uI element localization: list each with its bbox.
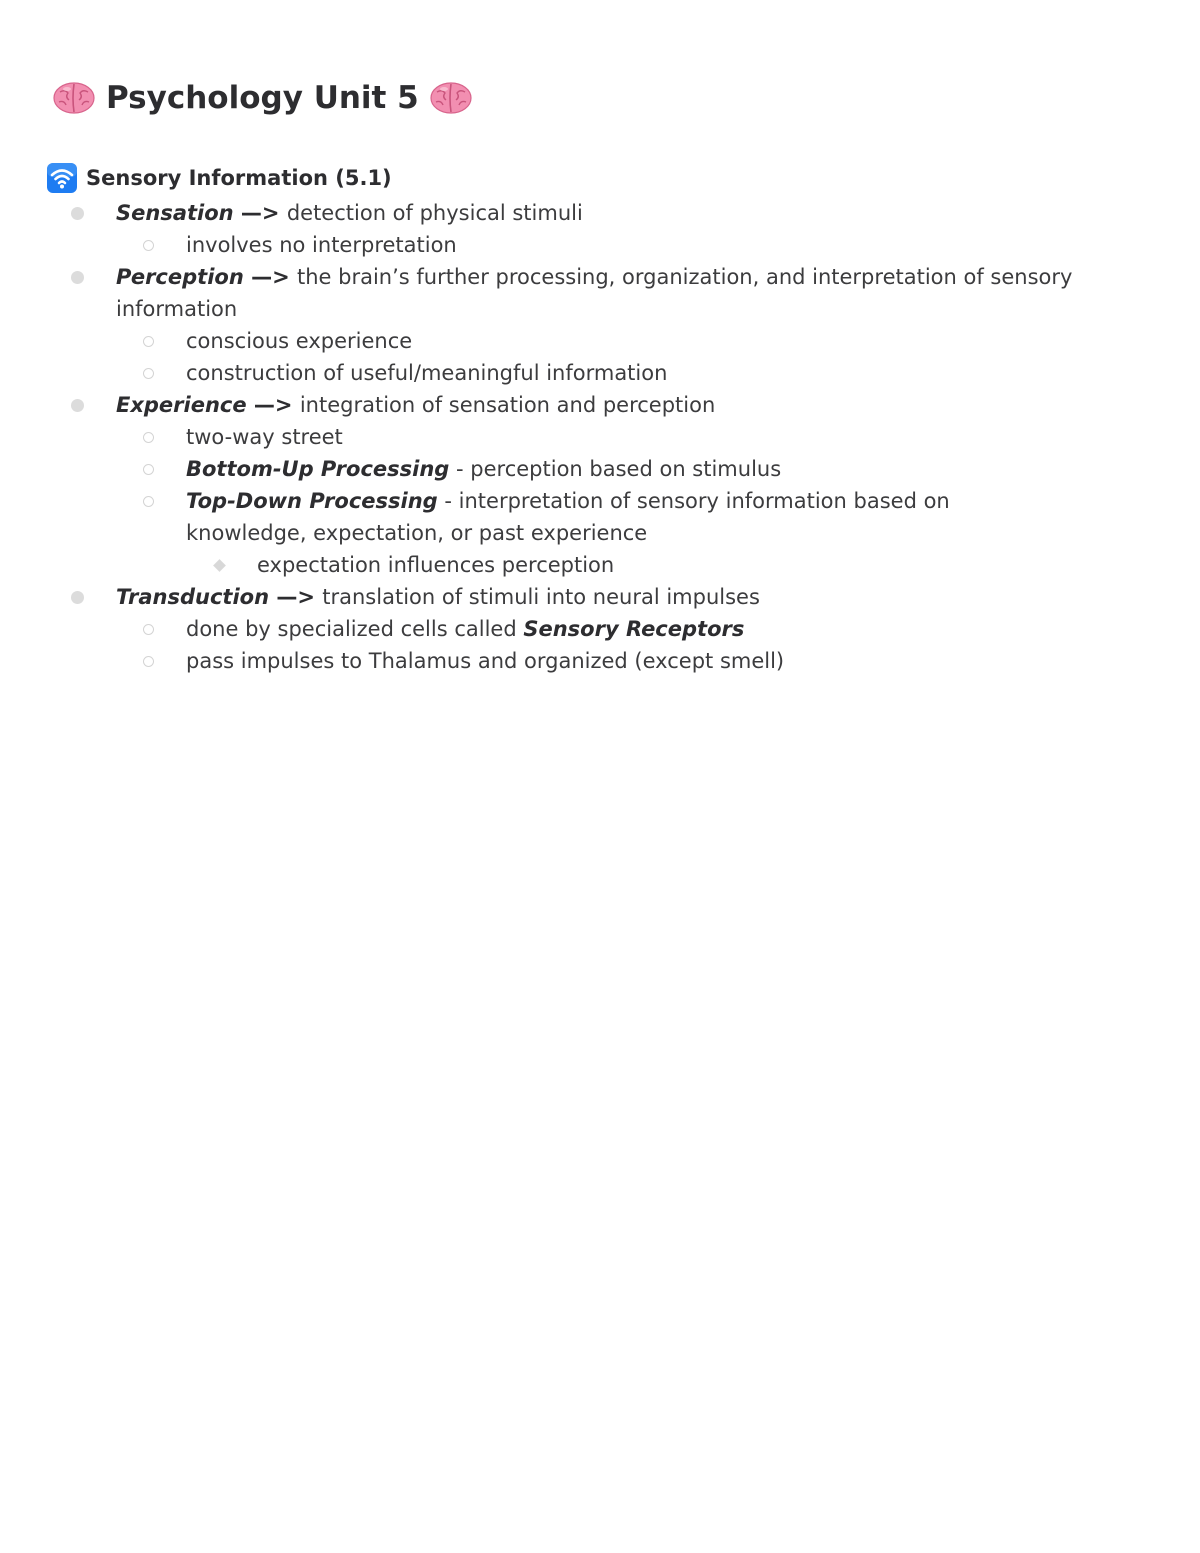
bullet-icon: [71, 399, 84, 412]
arrow: —>: [243, 265, 297, 289]
term-transduction: Transduction: [116, 585, 270, 609]
section-heading-text: Sensory Information (5.1): [86, 166, 392, 190]
subitem-text: done by specialized cells called: [186, 617, 524, 641]
definition: translation of stimuli into neural impulses: [322, 585, 760, 609]
circle-bullet-icon: [143, 624, 154, 635]
wifi-signal-icon: [46, 162, 78, 194]
list-subitem: [0, 325, 1200, 357]
subitem-text: construction of useful/meaningful information: [186, 361, 668, 385]
document-title: [52, 76, 473, 120]
separator: -: [437, 489, 459, 513]
definition: perception based on stimulus: [470, 457, 782, 481]
separator: -: [449, 457, 471, 481]
brain-icon: [429, 80, 473, 116]
bullet-icon: [71, 271, 84, 284]
term-top-down-processing: Top-Down Processing: [186, 489, 438, 513]
term-perception: Perception: [116, 265, 244, 289]
term-bottom-up-processing: Bottom-Up Processing: [186, 457, 450, 481]
subitem-text: conscious experience: [186, 329, 413, 353]
notes-outline: [0, 197, 1200, 677]
arrow: —>: [233, 201, 287, 225]
brain-icon: [52, 80, 96, 116]
subitem-text: involves no interpretation: [186, 233, 457, 257]
list-item-sensation: [0, 197, 1200, 229]
definition: interpretation of sensory information based on knowledge, expectation, or past experience: [186, 489, 950, 545]
arrow: —>: [269, 585, 323, 609]
list-subitem: [0, 357, 1200, 389]
title-text: Psychology Unit 5: [106, 80, 419, 116]
list-subitem: [0, 421, 1200, 453]
circle-bullet-icon: [143, 432, 154, 443]
section-heading: [46, 162, 392, 194]
term-sensation: Sensation: [116, 201, 234, 225]
definition: the brain’s further processing, organization, and interpretation of sensory information: [116, 265, 1073, 321]
list-item-perception: [0, 261, 1200, 325]
subitem-text: pass impulses to Thalamus and organized (except smell): [186, 649, 785, 673]
circle-bullet-icon: [143, 656, 154, 667]
arrow: —>: [246, 393, 300, 417]
bullet-icon: [71, 591, 84, 604]
definition: integration of sensation and perception: [299, 393, 716, 417]
diamond-bullet-icon: [213, 559, 226, 572]
term-experience: Experience: [116, 393, 247, 417]
circle-bullet-icon: [143, 496, 154, 507]
term-sensory-receptors: Sensory Receptors: [523, 617, 745, 641]
circle-bullet-icon: [143, 368, 154, 379]
subsubitem-text: expectation influences perception: [257, 553, 615, 577]
circle-bullet-icon: [143, 464, 154, 475]
list-item-experience: [0, 389, 1200, 421]
list-subitem: [0, 645, 1200, 677]
definition: detection of physical stimuli: [286, 201, 583, 225]
circle-bullet-icon: [143, 336, 154, 347]
subitem-text: two-way street: [186, 425, 343, 449]
list-subitem-bottom-up: [0, 453, 1200, 485]
list-subitem-top-down: [0, 485, 1200, 549]
list-subsubitem: [0, 549, 1200, 581]
list-subitem-receptors: [0, 613, 1200, 645]
list-subitem: [0, 229, 1200, 261]
bullet-icon: [71, 207, 84, 220]
circle-bullet-icon: [143, 240, 154, 251]
list-item-transduction: [0, 581, 1200, 613]
